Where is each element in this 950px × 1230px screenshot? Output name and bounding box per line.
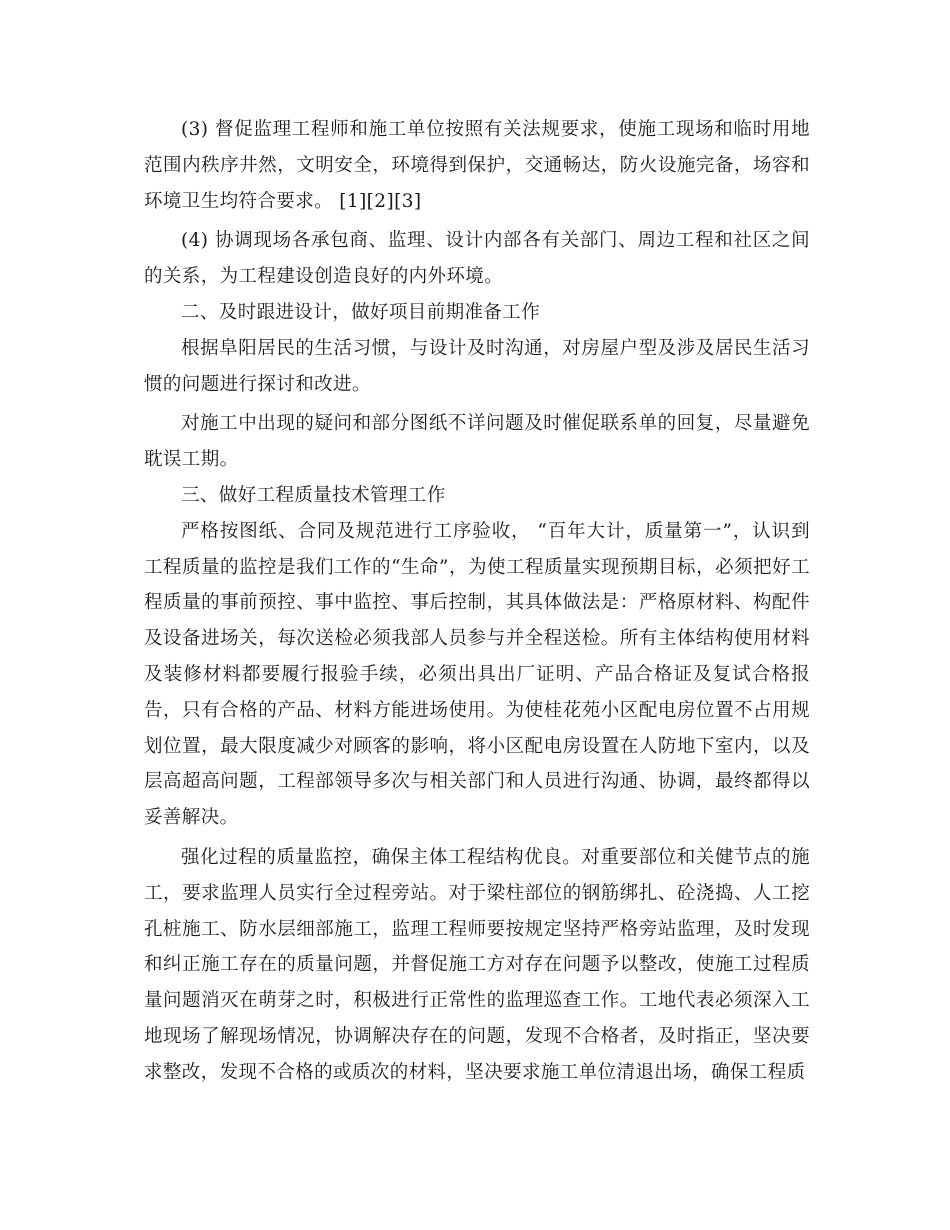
paragraph-item-4: (4) 协调现场各承包商、监理、设计内部各有关部门、周边工程和社区之间的关系，为工程建设创造良好的内外环境。 (144, 230, 810, 288)
paragraph-drawing-issues: 对施工中出现的疑问和部分图纸不详问题及时催促联系单的回复，尽量避免耽误工期。 (144, 413, 810, 471)
paragraph-item-3: (3) 督促监理工程师和施工单位按照有关法规要求，使施工现场和临时用地范围内秩序井然，文明安全，环境得到保护，交通畅达，防火设施完备，场容和环境卫生均符合要求。 [1][2][3] (144, 119, 810, 212)
paragraph-design-communication: 根据阜阳居民的生活习惯，与设计及时沟通，对房屋户型及涉及居民生活习惯的问题进行探讨和改进。 (144, 337, 810, 395)
paragraph-process-monitoring: 强化过程的质量监控，确保主体工程结构优良。对重要部位和关健节点的施工，要求监理人员实行全过程旁站。对于梁柱部位的钢筋绑扎、砼浇捣、人工挖孔桩施工、防水层细部施工，监理工程师要按规定坚持严格旁站监理，及时发现和纠正施工存在的质量问题，并督促施工方对存在问题予以整改，使施工过程质量问题消灭在萌芽之时，积极进行正常性的监理巡查工作。工地代表必须深入工地现场了解现场情况，协调解决存在的问题，发现不合格者，及时指正，坚决要求整改，发现不合格的或质次的材料，坚决要求施工单位清退出场，确保工程质 (144, 846, 810, 1083)
section-heading-3: 三、做好工程质量技术管理工作 (181, 484, 446, 506)
paragraph-quality-acceptance: 严格按图纸、合同及规范进行工序验收， “百年大计，质量第一”，认识到工程质量的监控是我们工作的“生命”，为使工程质量实现预期目标，必须把好工程质量的事前预控、事中监控、事后控制，其具体做法是：严格原材料、构配件及设备进场关，每次送检必须我部人员参与并全程送检。所有主体结构使用材料及装修材料都要履行报验手续，必须出具出厂证明、产品合格证及复试合格报告，只有合格的产品、材料方能进场使用。为使桂花苑小区配电房位置不占用规划位置，最大限度减少对顾客的影响，将小区配电房设置在人防地下室内，以及层高超高问题，工程部领导多次与相关部门和人员进行沟通、协调，最终都得以妥善解决。 (144, 520, 810, 829)
document-body (144, 112, 810, 1091)
section-heading-2: 二、及时跟进设计，做好项目前期准备工作 (181, 301, 541, 323)
